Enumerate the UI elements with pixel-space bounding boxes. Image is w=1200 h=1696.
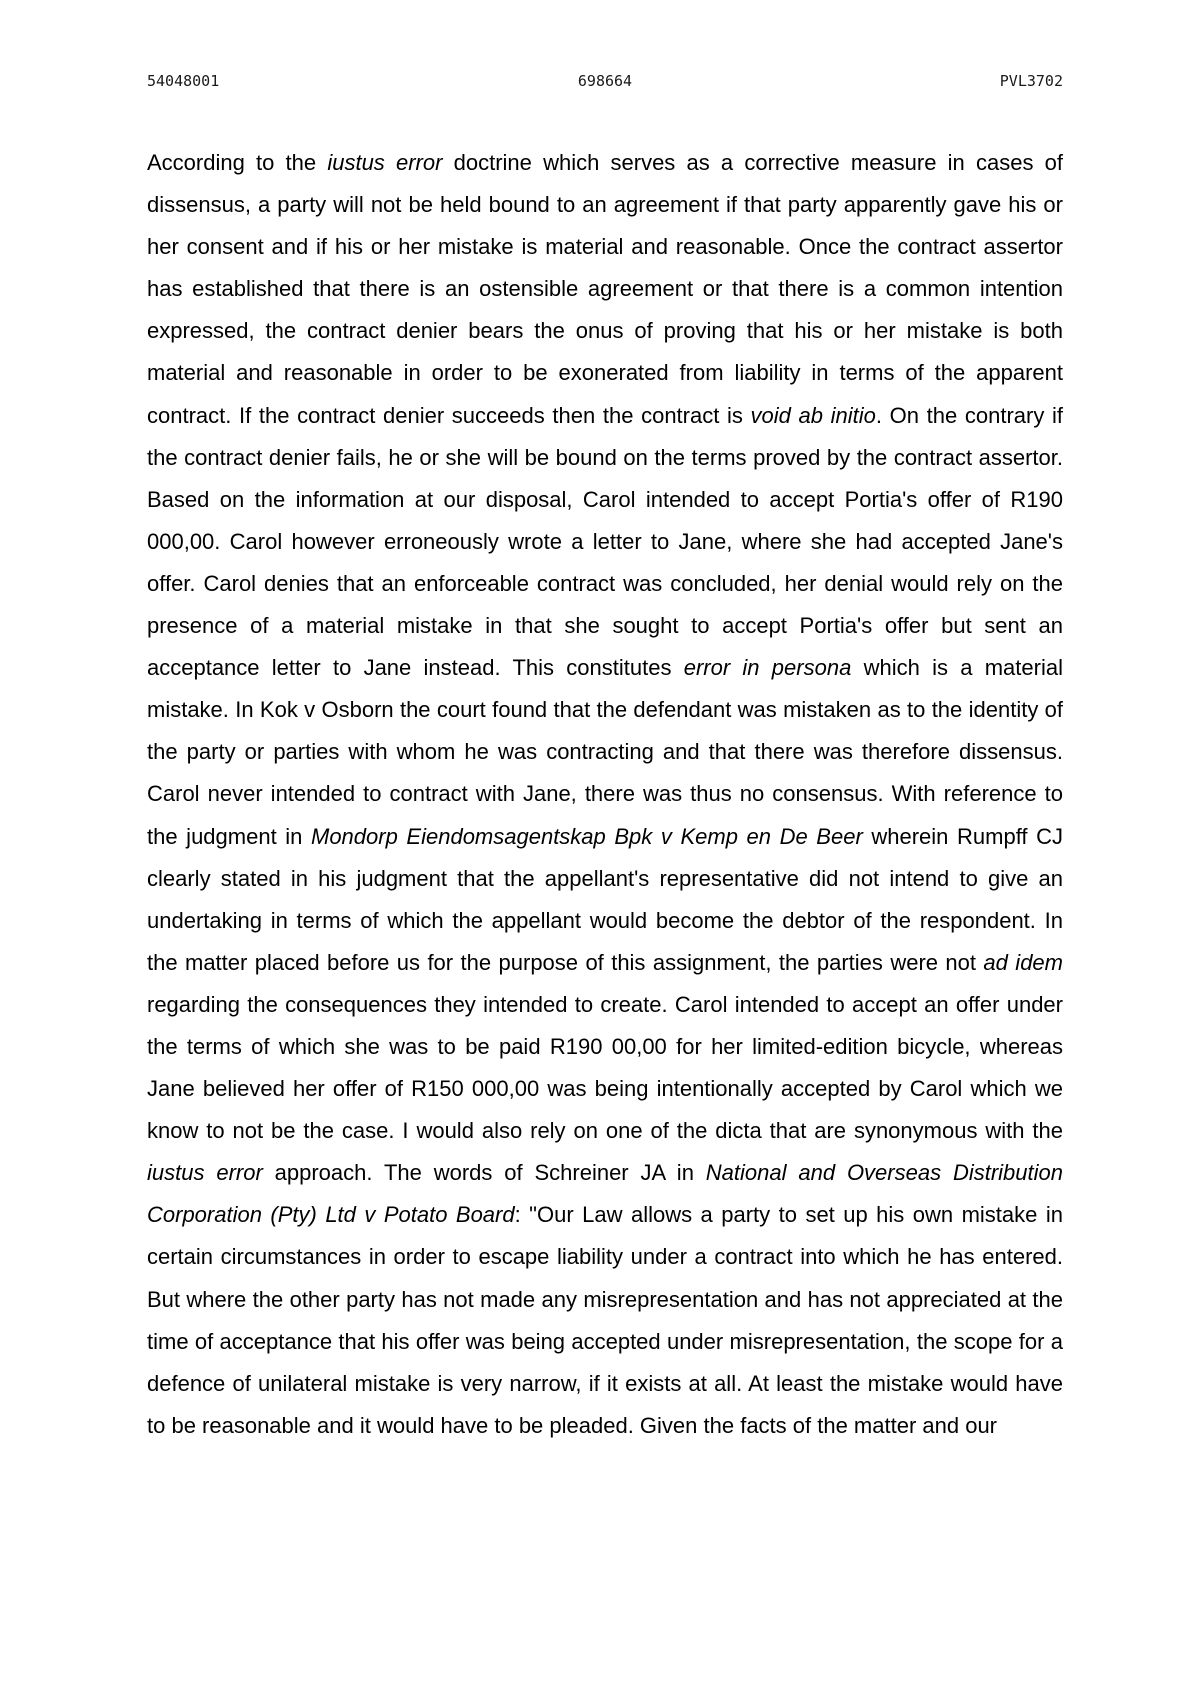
text-run: According to the [147, 150, 328, 175]
case-name-potato-board: National and Overseas Distribution Corporation (Pty) Ltd v Potato Board [147, 1160, 1063, 1228]
header-student-number: 54048001 [147, 72, 220, 90]
italic-term-error-in-persona: error in persona [683, 655, 852, 681]
body-paragraph [147, 142, 1063, 1447]
italic-term-ad-idem: ad idem [983, 949, 1063, 975]
text-run: . On the contrary if the contract denier fails, he or she will be bound on the terms proved by the contract assertor. Based on the information at our disposal, Carol intended to accept Portia's offer of R190 000,00. Carol however erroneously wrote a letter to Jane, where she had accepted Jane's offer. Carol denies that an enforceable contract was concluded, her denial would rely on the presence of a material mistake in that she sought to accept Portia's offer but sent an acceptance letter to Jane instead. This constitutes [147, 402, 1063, 681]
text-run: approach. The words of Schreiner JA in [262, 1160, 706, 1186]
case-name-mondorp: Mondorp Eiendomsagentskap Bpk v Kemp en De Beer [311, 823, 863, 849]
text-run: regarding the consequences they intended to create. Carol intended to accept an offer under the terms of which she was to be paid R190 00,00 for her limited-edition bicycle, whereas Jane believed her offer of R150 000,00 was being intentionally accepted by Carol which we know to not be the case. I would also rely on one of the dicta that are synonymous with the [147, 991, 1063, 1144]
text-run: which is a material mistake. In Kok v Osborn the court found that the defendant was mistaken as to the identity of the party or parties with whom he was contracting and that there was therefore dissensus. Carol never intended to contract with Jane, there was thus no consensus. With reference to the judgment in [147, 655, 1063, 849]
italic-term-void-ab-initio: void ab initio [750, 402, 876, 428]
text-run: doctrine which serves as a corrective measure in cases of dissensus, a party will not be held bound to an agreement if that party apparently gave his or her consent and if his or her mistake is material and reasonable. Once the contract assertor has established that there is an ostensible agreement or that there is a common intention expressed, the contract denier bears the onus of proving that his or her mistake is both material and reasonable in order to be exonerated from liability in terms of the apparent contract. If the contract denier succeeds then the contract is [147, 150, 1063, 428]
header-assignment-number: 698664 [577, 72, 633, 90]
text-run: wherein Rumpff CJ clearly stated in his judgment that the appellant's representative did not intend to give an undertaking in terms of which the appellant would become the debtor of the respondent. In the matter placed before us for the purpose of this assignment, the parties were not [147, 823, 1064, 975]
page-header [147, 72, 1063, 98]
text-run: : "Our Law allows a party to set up his own mistake in certain circumstances in order to escape liability under a contract into which he has entered. But where the other party has not made any misrepresentation and has not appreciated at the time of acceptance that his offer was being accepted under misrepresentation, the scope for a defence of unilateral mistake is very narrow, if it exists at all. At least the mistake would have to be reasonable and it would have to be pleaded. Given the facts of the matter and our [147, 1202, 1063, 1438]
header-module-code: PVL3702 [999, 72, 1063, 90]
italic-term-iustus-error: iustus error [327, 150, 443, 175]
italic-term-iustus-error: iustus error [147, 1160, 263, 1186]
